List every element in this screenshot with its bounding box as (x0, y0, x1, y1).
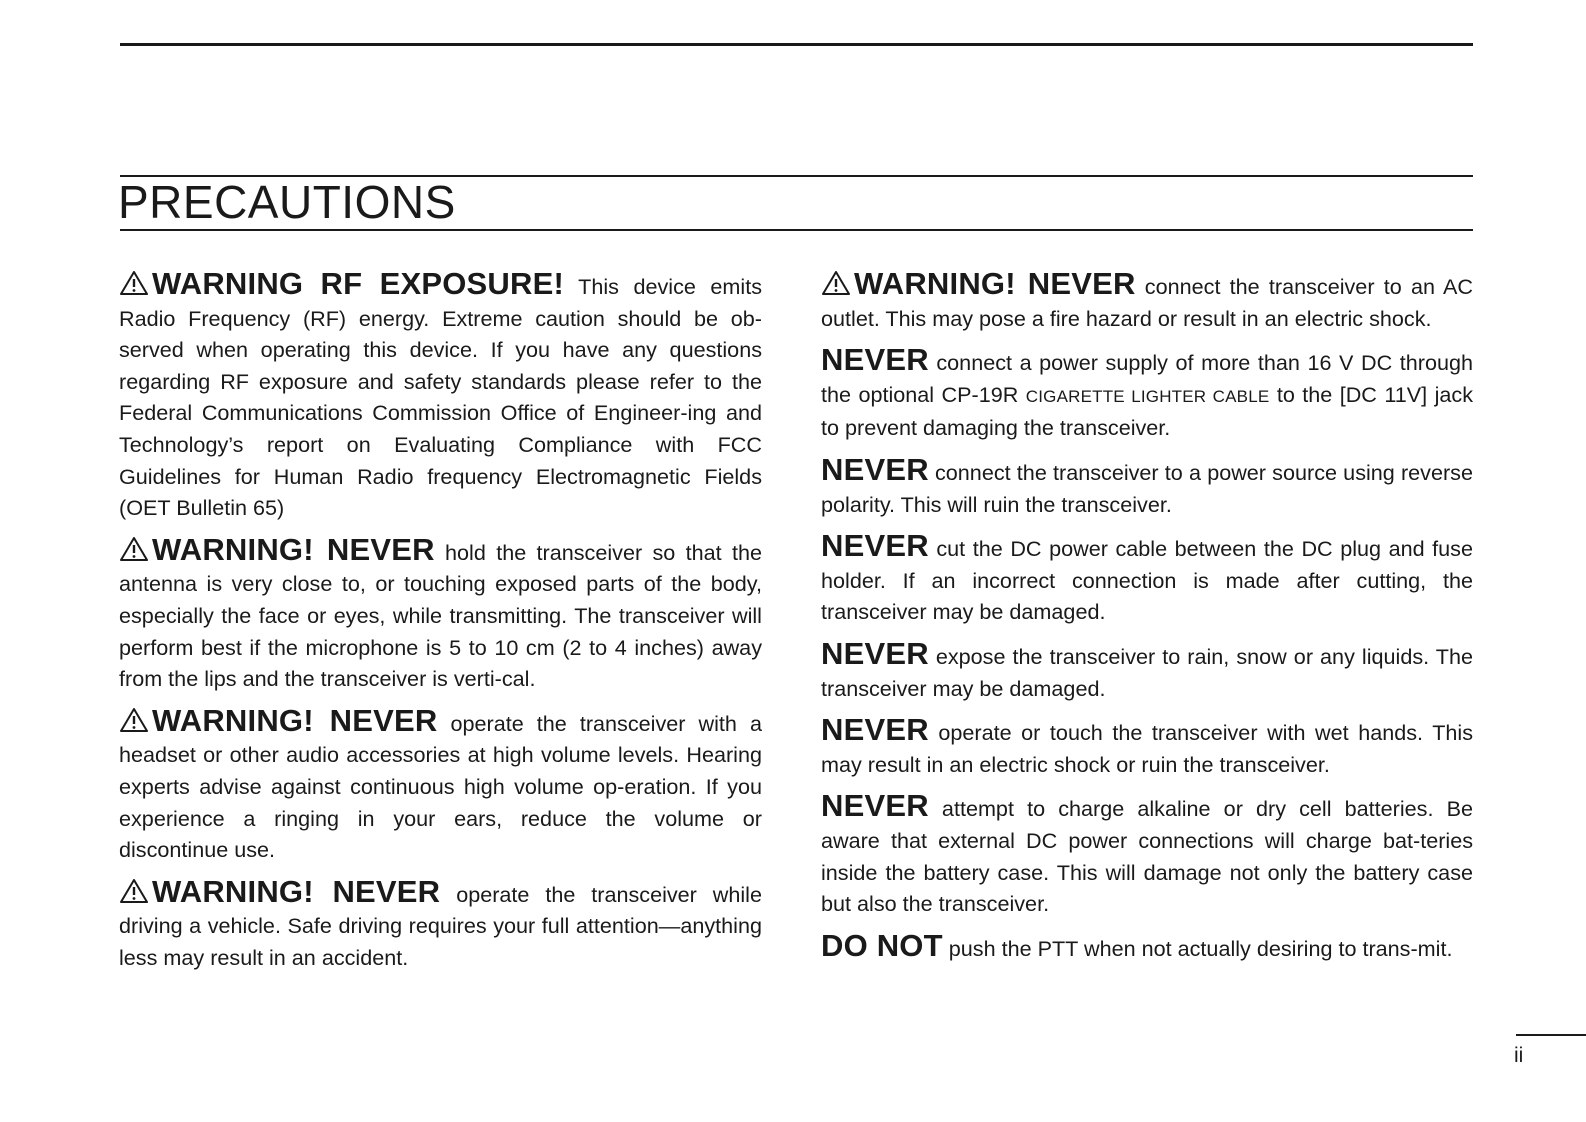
precaution-ac-outlet (821, 268, 1473, 334)
precaution-cut-cable (821, 530, 1473, 628)
precaution-heading: WARNING! NEVER (152, 531, 435, 567)
precaution-text-after: to the [DC 11V] jack to prevent damaging the transceiver. (821, 381, 1473, 441)
warning-triangle-icon (119, 536, 149, 562)
precaution-heading: NEVER (821, 451, 929, 487)
precaution-heading: NEVER (821, 788, 929, 824)
precaution-liquids (821, 635, 1473, 704)
precaution-text: cut the DC power cable between the DC plug and fuse holder. If an incorrect connection is made after cutting, the transceiver may be damaged. (821, 536, 1473, 625)
precaution-text: expose the transceiver to rain, snow or any liquids. The transceiver may be damaged. (821, 643, 1473, 701)
warning-triangle-icon (119, 270, 149, 296)
title-rule-bottom (120, 229, 1473, 231)
warning-triangle-icon (119, 878, 149, 904)
precaution-heading: WARNING RF EXPOSURE! (152, 266, 565, 301)
precaution-ptt (821, 927, 1473, 965)
right-column (821, 268, 1473, 974)
precaution-text: attempt to charge alkaline or dry cell batteries. Be aware that external DC power connections will charge bat-teries inside the battery case. This will damage not only the battery case but also the transceiver. (821, 796, 1473, 917)
precaution-power-supply (821, 344, 1473, 444)
precaution-driving (119, 873, 762, 974)
precaution-wet-hands (821, 714, 1473, 780)
precaution-heading: WARNING! NEVER (854, 266, 1136, 301)
left-column (119, 268, 762, 983)
warning-triangle-icon (821, 270, 851, 296)
precaution-headset-volume (119, 702, 762, 866)
precaution-text: push the PTT when not actually desiring to trans-mit. (942, 935, 1453, 961)
precaution-batteries (821, 790, 1473, 919)
precaution-rf-exposure (119, 268, 762, 524)
precaution-antenna-body (119, 531, 762, 695)
page-number: ii (1514, 1044, 1524, 1067)
precaution-text: connect the transceiver to a power source using reverse polarity. This will ruin the transceiver. (821, 459, 1473, 517)
page-number-rule (1516, 1034, 1586, 1036)
precaution-text: hold the transceiver so that the antenna is very close to, or touching exposed parts of the body, especially the face or eyes, while transmitting. The transceiver will perform best if the microphone is 5 to 10 cm (2 to 4 inches) away from the lips and the transceiver is verti-cal. (119, 539, 762, 692)
warning-triangle-icon (119, 707, 149, 733)
precaution-text: connect the transceiver to an AC outlet. This may pose a fire hazard or result in an electric shock. (821, 274, 1473, 331)
precaution-heading: NEVER (821, 635, 929, 671)
precaution-heading: NEVER (821, 712, 929, 748)
precaution-heading: WARNING! NEVER (152, 873, 441, 909)
precaution-text: operate or touch the transceiver with wet hands. This may result in an electric shock or ruin the transceiver. (821, 720, 1473, 777)
precaution-heading: WARNING! NEVER (152, 702, 438, 738)
precaution-text: This device emits Radio Frequency (RF) energy. Extreme caution should be ob-served when operating this device. If you have any questions regarding RF exposure and safety standards please refer to the Federal Communications Commission Office of Engineer-ing and Technology’s report on Evaluating Compliance with FCC Guidelines for Human Radio frequency Electromagnetic Fields (OET Bulletin 65) (119, 274, 762, 521)
cable-name: CIGARETTE LIGHTER CABLE (1025, 386, 1270, 406)
precaution-text: connect a power supply of more than 16 V DC through the optional CP-19R (821, 350, 1473, 407)
page-title: PRECAUTIONS (118, 176, 456, 228)
precaution-heading: DO NOT (821, 927, 943, 963)
precaution-heading: NEVER (821, 342, 929, 378)
precaution-heading: NEVER (821, 528, 929, 564)
top-rule (120, 43, 1473, 46)
precaution-text: operate the transceiver with a headset or other audio accessories at high volume levels. Hearing experts advise against continuous high volume op-eration. If you experience a ringing in your ears, reduce the volume or discontinue use. (119, 710, 762, 863)
precaution-reverse-polarity (821, 451, 1473, 520)
precaution-text: operate the transceiver while driving a vehicle. Safe driving requires your full attention—anything less may result in an accident. (119, 881, 762, 970)
